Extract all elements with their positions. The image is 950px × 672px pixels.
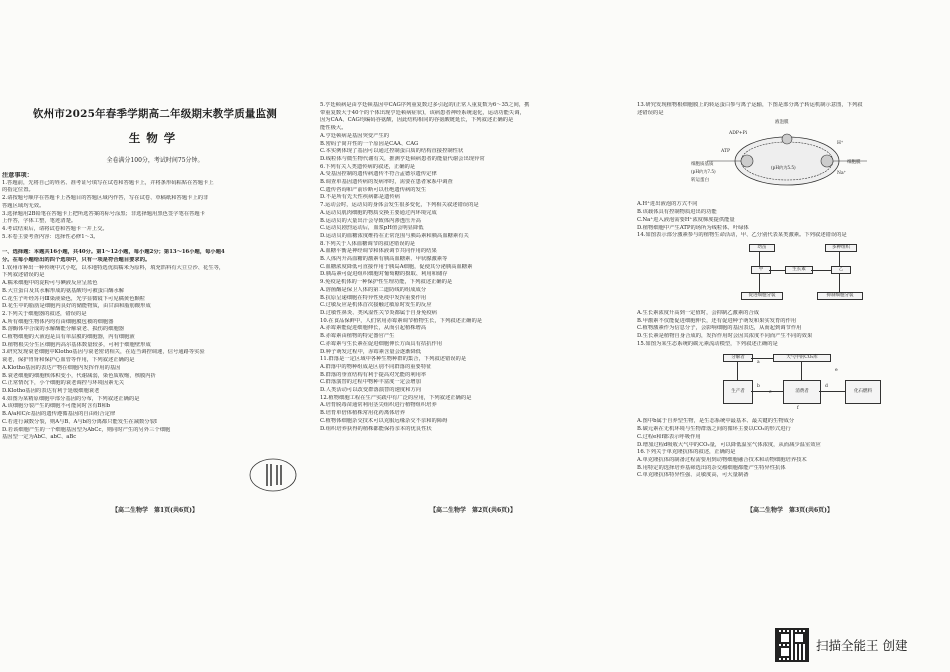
notice-list — [2, 180, 308, 242]
exam-page-1 — [2, 0, 308, 600]
label-cytoplasm: 细胞质基质 — [691, 162, 714, 168]
label-na-ion: Na⁺ — [837, 171, 846, 177]
arrow-line — [759, 252, 760, 266]
text-line: 1.钦州市种出一种传统中式小吃，以本地特选优质糯米为原料，填充馅料有大豆豆沙、花生等， — [2, 264, 225, 271]
text-line: C.正常情况下，小个细胞的衰老调控与环境因素无关 — [2, 380, 125, 387]
exam-page-2 — [320, 0, 626, 600]
question-text — [637, 102, 943, 117]
text-line: 基因型一定为AbC、abC、aBc — [2, 434, 77, 441]
text-line: 13.研究发现植物根细胞膜上的转运蛋白参与离子运输，下图是部分离子转运机制示意图，下列叙 — [637, 102, 863, 108]
box-producer: 生产者 — [723, 380, 753, 404]
text-line: 能性极大。 — [320, 125, 347, 132]
scanner-watermark — [775, 628, 907, 662]
text-line: B.大豆蛋白及其水解形成的氨基酸均可被蛋白酶水解 — [2, 287, 125, 294]
text-line: 8.下列关于人体血糖调节的叙述错误的是 — [320, 240, 416, 247]
text-line: 述错误的是 — [637, 109, 664, 116]
text-line: A.图中b属于自养型生物，是生态系统中最基本、最关键的生物成分 — [637, 418, 795, 425]
text-line: 带重复数大于40个的个体出现亨廷顿病症状)，该病患者神经系统退化，运动功能失调， — [320, 109, 525, 116]
text-line: B.赤霉素由植物的特定器官产生 — [320, 333, 395, 340]
subject-heading: 生物学 — [128, 131, 182, 145]
arrow-line — [737, 362, 738, 380]
arrow-line — [819, 391, 845, 392]
watermark-text: 扫描全能王 创建 — [816, 638, 908, 653]
box-atmosphere: 大气中的CO₂库 — [773, 354, 831, 362]
hormone-regulation-diagram — [737, 242, 867, 308]
text-line: D.人类活动可以改变群落演替的速度和方向 — [320, 387, 422, 394]
label-d: d — [825, 384, 828, 390]
text-line: 2.下列关于细胞器的叙述，错误的是 — [2, 310, 87, 317]
text-line: A.亨廷顿病是基因突变产生的 — [320, 132, 390, 139]
text-line: A.该细胞分裂产生的细胞不可能同时含有B和b — [2, 403, 111, 410]
text-line: B.调查单基因遗传病的发病率时，需要在患者家系中调查 — [320, 179, 453, 186]
text-line: D.植物根尖分生区细胞内高尔基体数量较多，可利于细胞壁形成 — [2, 341, 151, 348]
page-footer: 【高二生物学 第1页(共6页)】 — [111, 507, 199, 514]
label-vacuole-membrane: 液泡膜 — [775, 120, 789, 126]
label-b: b — [757, 384, 760, 390]
text-line: B.密码子简并性的一个原因是CAA、CAG — [320, 140, 419, 147]
text-line: D.线粒体与微生物代谢有关，推测亨廷顿病患者的能量代谢会出现异常 — [320, 155, 485, 162]
text-line: D.Klotho基因的表达有利于延缓细胞衰老 — [2, 387, 100, 394]
notice-line: 5.本卷主要考查内容：选择性必修1～3。 — [2, 233, 99, 240]
question-text — [637, 418, 943, 480]
notice-line: 的指定位置。 — [2, 187, 34, 194]
text-line: C.植物细胞的大液泡是具有单层膜的细胞器，内有细胞液 — [2, 334, 135, 341]
box-seedling: 幼苗 — [749, 244, 775, 252]
arrow-line — [769, 270, 785, 271]
notice-line: 1.答题前，先将自己的姓名、准考证号填写在试卷和答题卡上，并将条形码粘贴在答题卡上 — [2, 179, 214, 186]
text-line: A.单克隆抗体的制备过程需要用到动物细胞融合技术和动物细胞培养技术 — [637, 456, 807, 463]
box-tissues: 多种组织 — [825, 244, 857, 252]
arrow-line — [839, 274, 840, 292]
text-line: A.H⁺进出液泡的方式不同 — [637, 201, 698, 208]
arrow-line — [751, 391, 783, 392]
text-line: B.用特定的选择培养基筛选出的杂交瘤细胞都能产生特异性抗体 — [637, 464, 786, 471]
text-line: D.组织培养获得的植株都能保持亲本的优良性状 — [320, 425, 432, 432]
box-inhibit: 抑制细胞分裂 — [817, 292, 863, 300]
text-line: A.群落中的物种组成是区别不同群落的重要特征 — [320, 363, 432, 370]
text-line: 5.亨廷顿病是由亨廷顿基因中CAG序列重复数过多引起的(正常人重复数为6～35之间，携 — [320, 102, 530, 108]
exam-title: 钦州市2025年春季学期高二年级期末教学质量监测 — [32, 108, 278, 120]
text-line: 16.下列关于单克隆抗体的叙述，正确的是 — [637, 449, 736, 456]
text-line: 分。在每小题给出的四个选项中，只有一项是符合题目要求的。 — [2, 257, 151, 264]
label-ph-cytoplasm: (pH约为7.5) — [691, 169, 716, 175]
text-line: 11.群落是一定区域中各种生物种群的集合，下列叙述错误的是 — [320, 356, 467, 363]
chromosome-diagram — [248, 456, 298, 494]
box-promote: 促进细胞分裂 — [741, 292, 783, 300]
text-line: 下列叙述错误的是 — [2, 272, 45, 279]
text-line: A.所有细胞生物体内均有由细胞膜包被的细胞器 — [2, 318, 114, 325]
text-line: B.运动员的大量出汗会导致体内渗透压升高 — [320, 217, 421, 224]
text-line: D.胰岛素可促进组织细胞对葡萄糖的摄取、利用和储存 — [320, 271, 448, 278]
text-line: D.增加过程d吸收大气中的CO₂量，可以降低温室气体浓度，从而减少温室效应 — [637, 441, 821, 448]
label-adp: ADP+Pi — [729, 131, 748, 137]
text-line: B.抗原呈递细胞在特异性免疫中发挥重要作用 — [320, 294, 427, 301]
arrow-line — [751, 358, 773, 359]
text-line: 9.免疫是机体的一种保护性生理功能，下列叙述正确的是 — [320, 279, 453, 286]
label-h-ion: H⁺ — [837, 141, 844, 147]
arrow-line — [811, 270, 831, 271]
text-line: C.本实例体现了基因可以通过控制蛋白质的结构直接控制性状 — [320, 148, 464, 155]
text-line: B.培育单倍体植株常用花药离体培养 — [320, 410, 406, 417]
text-line: D.运动员的血糖浓度维持在正常范围与胰岛素和胰高血糖素有关 — [320, 232, 469, 239]
text-line: D.不是所有先天性疾病都是遗传病 — [320, 194, 400, 201]
text-line: C.花生子叶经苏丹Ⅲ染液染色，光学显微镜下可见橘黄色颗粒 — [2, 295, 146, 302]
text-line: D.植物细胞中产生ATP的场所为线粒体、叶绿体 — [637, 224, 749, 231]
text-line: 10.在食品保鲜中，人们常用赤霉素调节植物生长，下列叙述正确的是 — [320, 317, 483, 324]
exam-info: 全卷满分100分，考试时间75分钟。 — [106, 157, 204, 164]
text-line: C.过程e和f都表示呼吸作用 — [637, 433, 701, 440]
label-cell-membrane: 细胞膜 — [847, 160, 861, 166]
text-line: 14.如图表示部分激素参与的植物生命活动，甲、乙分别代表某类激素。下列叙述错误的是 — [637, 232, 847, 239]
text-line: 15.如图为某生态系统的碳元素流动模型，下列叙述正确的是 — [637, 340, 778, 347]
text-line: C.植物体细胞杂交技术可以克服远缘杂交不亲和的障碍 — [320, 417, 448, 424]
notice-line: 3.选择题用2B铅笔在答题卡上把所选答案的标号涂黑；非选择题用黑色签字笔在答题卡 — [2, 210, 206, 217]
text-line: 衰老，保护胃肾和保护心血管等作用，下列叙述正确的是 — [2, 357, 135, 364]
text-line: C.遗传咨询和产前诊断可以杜绝遗传病的发生 — [320, 186, 427, 193]
text-line: A.赤霉素能促进细胞伸长，从而引起植株增高 — [320, 325, 427, 332]
text-line: C.若进行减数分裂，则A与B、A与b的分离都只能发生在减数分裂Ⅰ — [2, 418, 157, 425]
text-line: 6.下列有关人类遗传病的叙述，正确的是 — [320, 163, 416, 170]
text-line: B.人体内升高血糖的激素有胰高血糖素、甲状腺激素等 — [320, 256, 448, 263]
notice-heading: 注意事项： — [2, 172, 33, 179]
text-line: A.血糖平衡是神经调节和体液调节共同作用的结果 — [320, 248, 437, 255]
text-line: C.赤霉素与生长素在促进细胞伸长方面具有拮抗作用 — [320, 340, 443, 347]
text-line: 4.如图为某精原细胞中部分基因的分布，下列叙述正确的是 — [2, 395, 140, 402]
text-line: A.Klotho基因的表达产物在细胞内发挥作用的基因 — [2, 364, 121, 371]
text-line: A.培育脱毒苗通常利用茎尖组织进行植物组织培养 — [320, 402, 437, 409]
box-jia: 甲 — [751, 266, 771, 274]
arrow-line — [839, 252, 840, 266]
box-fossil-fuel: 化石燃料 — [845, 380, 881, 404]
text-line: A.糯米细胞中的淀粉可与碘液反应呈蓝色 — [2, 280, 98, 287]
notice-line: 4.考试结束后，请将试卷和答题卡一并上交。 — [2, 225, 108, 232]
text-line: C.群落演替的过程中物种丰富度一定会增加 — [320, 379, 421, 386]
text-line: C.Na⁺进入液泡需要H⁺浓度梯度提供能量 — [637, 216, 735, 223]
text-line: C.血糖浓度降低可直接作用于胰岛A细胞，促使其分泌胰高血糖素 — [320, 263, 473, 270]
text-line: B.A/a和C/c基因的遗传遵循基因的自由组合定律 — [2, 411, 116, 418]
carbon-cycle-diagram — [717, 350, 887, 416]
label-c: c — [769, 390, 772, 396]
text-line: 3.研究发现衰老细胞中Klotho基因与衰老密切相关，在适当调控调速，信号通路等实验 — [2, 349, 205, 356]
page-footer: 【高二生物学 第3页(共6页)】 — [746, 507, 834, 514]
notice-line: 答题区域均无效。 — [2, 202, 45, 209]
text-line: 7.运动会时，运动员的身体会发生很多变化，下列相关叙述错误的是 — [320, 202, 479, 209]
label-ph-vacuole: (pH约为5.5) — [771, 165, 796, 171]
exam-page-3 — [637, 0, 943, 600]
box-auxin: 生长素 — [785, 266, 813, 274]
box-yi: 乙 — [831, 266, 851, 274]
membrane-transport-diagram — [687, 119, 887, 199]
section-heading: 一、选择题：本题共16小题，共40分。第1～12小题，每小题2分；第13～16小题，每小题4 — [2, 249, 225, 256]
question-text — [320, 102, 626, 433]
text-line: D.花生中的脂肪是细胞内良好的储能物质，由甘油和脂肪酸形成 — [2, 303, 151, 310]
text-line: D.生长素是植物自身合成的，发挥作用时会因其浓度不同而产生不同的效果 — [637, 333, 813, 340]
question-text — [637, 310, 943, 349]
text-line: D.种子萌发过程中，赤霉素含量会逐渐降低 — [320, 348, 422, 355]
text-line: D.若该细胞产生的一个细胞基因型为AbCc，则同时产生的另外三个细胞 — [2, 426, 171, 433]
text-line: B.碳元素在无机环境与生物群落之间的循环主要以CO₂的形式进行 — [637, 426, 791, 433]
arrow-line — [801, 362, 802, 380]
text-line: C.植物激素作为信息分子，会影响细胞的基因表达，从而起到调节作用 — [637, 325, 802, 332]
label-transporter: 转运蛋白 — [691, 178, 709, 184]
text-line: A.生长素浓度升高到一定值时，会抑制乙激素的合成 — [637, 309, 760, 316]
text-line: 因为CAA、CAG均编码谷氨酸，因此结构相同的谷氨酸链延长，下列叙述正确的是 — [320, 117, 514, 124]
text-line: A.受基因控制的遗传病遗传不符合孟德尔遗传定律 — [320, 171, 437, 178]
text-line: A.溶菌酶是保卫人体的第二道防线的组成成分 — [320, 286, 427, 293]
arrow-line — [759, 274, 760, 292]
text-line: B.甲激素不仅能促进细胞伸长，还有促进种子萌发和果实发育的作用 — [637, 317, 797, 324]
text-line: B.溶酶体中合成的水解酶能分解衰老、损伤的细胞器 — [2, 326, 125, 333]
box-decomposer: 分解者 — [723, 354, 753, 362]
text-line: C.运动员剧烈运动后，血浆pH值会明显降低 — [320, 225, 424, 232]
label-f: f — [797, 406, 799, 412]
notice-line: 上作答，字体工整，笔迹清楚。 — [2, 218, 77, 225]
label-a: a — [757, 360, 760, 366]
page-footer: 【高二生物学 第2页(共6页)】 — [429, 507, 517, 514]
label-e: e — [835, 368, 838, 374]
text-line: 12.植物细胞工程在生产实践中有广泛的应用，下列叙述正确的是 — [320, 394, 472, 401]
question-text — [637, 201, 943, 240]
question-text — [2, 257, 308, 442]
label-atp: ATP — [721, 149, 731, 155]
text-line: A.运动员肌肉细胞的物质交换主要通过内环境完成 — [320, 209, 437, 216]
text-line: C.单克隆抗体特异性强、灵敏度高，可大量制备 — [637, 472, 749, 479]
text-line: B.群落的垂直结构有利于提高对光能的利用率 — [320, 371, 427, 378]
box-consumer: 消费者 — [783, 380, 821, 404]
notice-line: 2.请按题号顺序在答题卡上各题目的答题区域内作答，写在试卷、草稿纸和答题卡上的非 — [2, 195, 209, 202]
text-line: B.衰老细胞的细胞核体积变小，代谢减弱，染色质收缩，核膜内折 — [2, 372, 156, 379]
text-line: D.过敏性鼻炎、类风湿性关节炎都属于自身免疫病 — [320, 309, 437, 316]
text-line: C.过敏反应是机体首次接触过敏原时发生的反应 — [320, 302, 432, 309]
text-line: B.该载体具有控制物质进出的功能 — [637, 209, 717, 216]
qr-code-icon — [775, 628, 809, 662]
